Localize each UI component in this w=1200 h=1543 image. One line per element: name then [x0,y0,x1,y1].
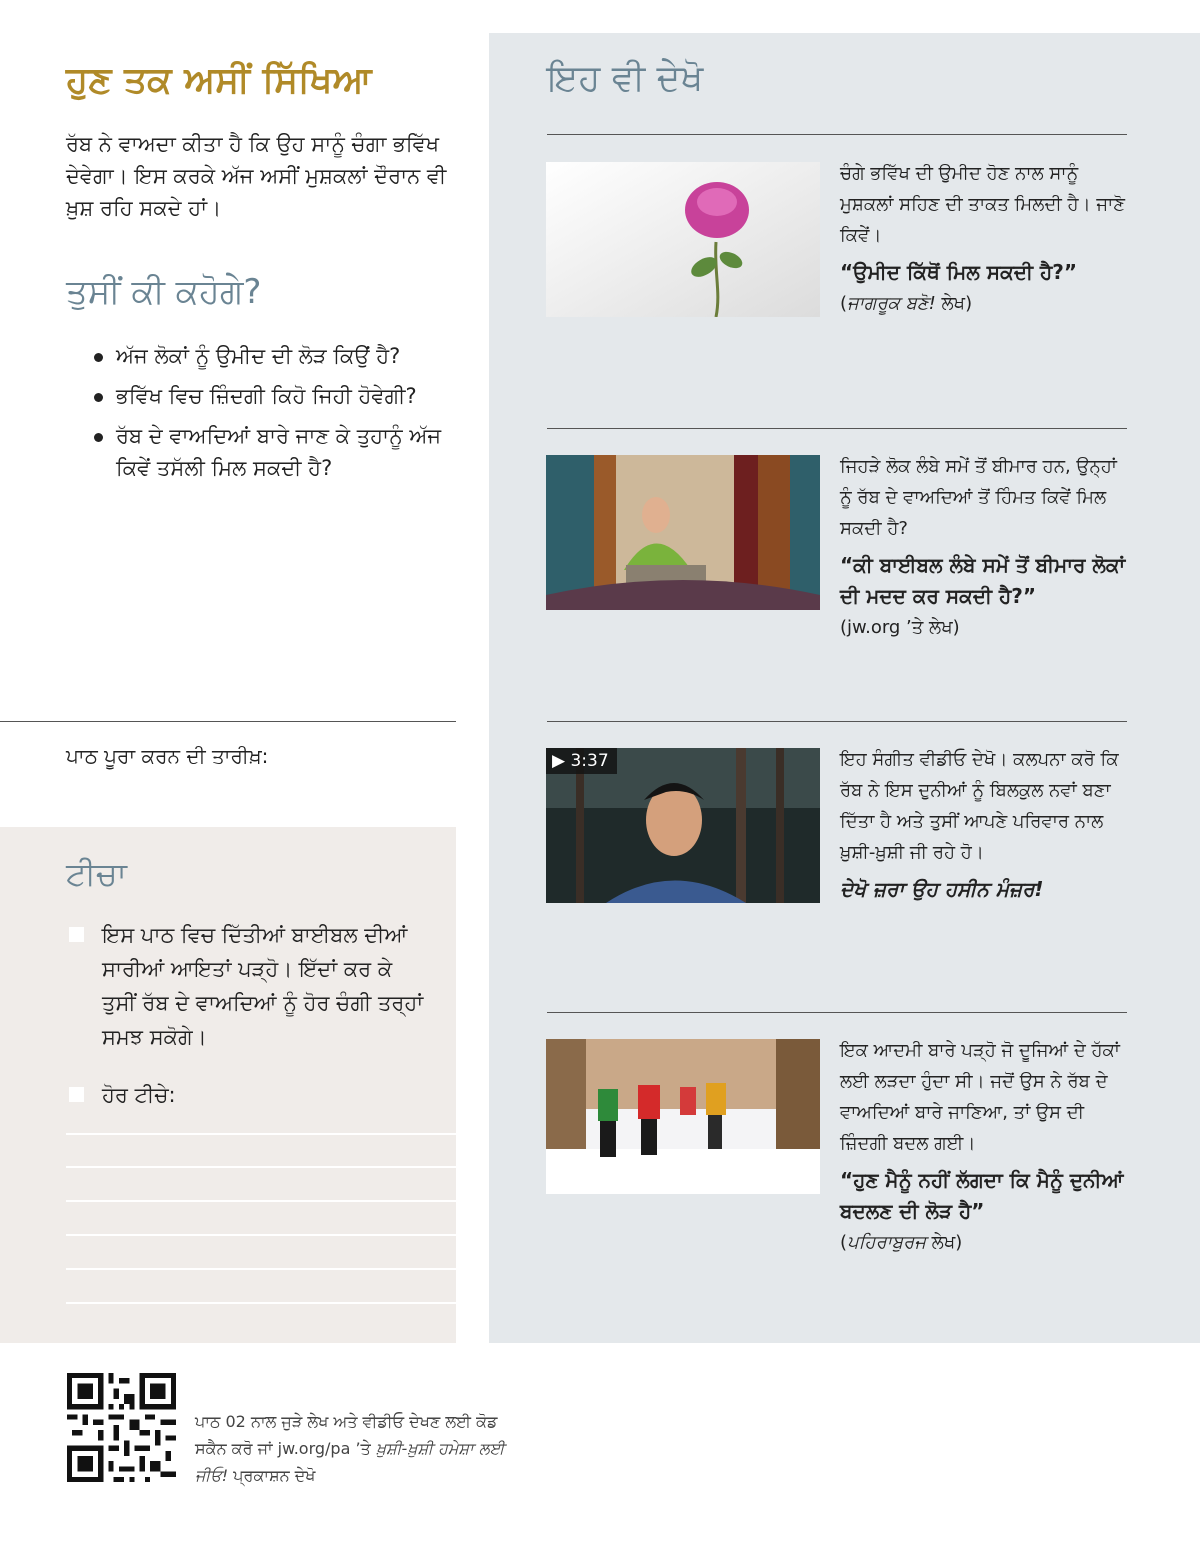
video-thumbnail[interactable] [546,748,820,903]
checkbox[interactable] [69,1087,84,1102]
note-line[interactable] [66,1166,456,1168]
card-description: ਇਕ ਆਦਮੀ ਬਾਰੇ ਪੜ੍ਹੋ ਜੋ ਦੂਜਿਆਂ ਦੇ ਹੱਕਾਂ ਲਈ ਲੜਦਾ ਹੁੰਦਾ ਸੀ। ਜਦੋਂ ਉਸ ਨੇ ਰੱਬ ਦੇ ਵਾਅਦਿਆਂ ਬਾਰੇ ਜਾਣਿਆ, ਤਾਂ ਉਸ ਦੀ ਜ਼ਿੰਦਗੀ ਬਦਲ ਗਈ। [840,1040,1120,1154]
card-source: (jw.org ’ਤੇ ਲੇਖ) [840,617,960,638]
note-line[interactable] [66,1302,456,1304]
note-line[interactable] [66,1200,456,1202]
divider [0,721,456,722]
divider [547,721,1127,722]
see-also-card [840,1035,1130,1258]
card-link[interactable]: “ਕੀ ਬਾਈਬਲ ਲੰਬੇ ਸਮੇਂ ਤੋਂ ਬੀਮਾਰ ਲੋਕਾਂ ਦੀ ਮਦਦ ਕਰ ਸਕਦੀ ਹੈ?” [840,553,1126,608]
card-link[interactable]: “ਹੁਣ ਮੈਨੂੰ ਨਹੀਂ ਲੱਗਦਾ ਕਿ ਮੈਨੂੰ ਦੁਨੀਆਂ ਬਦਲਣ ਦੀ ਲੋੜ ਹੈ” [840,1168,1124,1223]
goal-text: ਹੋਰ ਟੀਚੇ: [102,1083,176,1107]
goal-item [66,918,426,1054]
card-description: ਜਿਹੜੇ ਲੋਕ ਲੰਬੇ ਸਮੇਂ ਤੋਂ ਬੀਮਾਰ ਹਨ, ਉਨ੍ਹਾਂ ਨੂੰ ਰੱਬ ਦੇ ਵਾਅਦਿਆਂ ਤੋਂ ਹਿੰਮਤ ਕਿਵੇਂ ਮਿਲ ਸਕਦੀ ਹੈ? [840,456,1117,539]
review-title: ਤੁਸੀਂ ਕੀ ਕਹੋਗੇ? [66,272,262,312]
video-duration-badge: ▶ 3:37 [546,748,617,774]
goal-item [66,1078,426,1112]
man-at-window-image[interactable] [546,455,820,610]
see-also-card [840,158,1130,319]
card-link[interactable]: ਦੇਖੋ ਜ਼ਰਾ ਉਹ ਹਸੀਨ ਮੰਜ਼ਰ! [840,877,1044,901]
card-description: ਚੰਗੇ ਭਵਿੱਖ ਦੀ ਉਮੀਦ ਹੋਣ ਨਾਲ ਸਾਨੂੰ ਮੁਸ਼ਕਲਾਂ ਸਹਿਣ ਦੀ ਤਾਕਤ ਮਿਲਦੀ ਹੈ। ਜਾਣੋ ਕਿਵੇਂ। [840,163,1125,246]
card-link[interactable]: “ਉਮੀਦ ਕਿੱਥੋਂ ਮਿਲ ਸਕਦੀ ਹੈ?” [840,260,1078,284]
review-question: ਰੱਬ ਦੇ ਵਾਅਦਿਆਂ ਬਾਰੇ ਜਾਣ ਕੇ ਤੁਹਾਨੂੰ ਅੱਜ ਕਿਵੇਂ ਤਸੱਲੀ ਮਿਲ ਸਕਦੀ ਹੈ? [92,420,462,484]
see-also-card [840,451,1130,643]
checkbox[interactable] [69,927,84,942]
see-also-title: ਇਹ ਵੀ ਦੇਖੋ [547,58,704,99]
review-question: ਅੱਜ ਲੋਕਾਂ ਨੂੰ ਉਮੀਦ ਦੀ ਲੋੜ ਕਿਉਂ ਹੈ? [92,340,462,372]
note-line[interactable] [66,1268,456,1270]
note-line[interactable] [66,1234,456,1236]
card-source: (ਜਾਗਰੂਕ ਬਣੋ! ਲੇਖ) [840,293,973,314]
footer-text: ਪਾਠ 02 ਨਾਲ ਜੁੜੇ ਲੇਖ ਅਤੇ ਵੀਡੀਓ ਦੇਖਣ ਲਈ ਕੋਡ ਸਕੈਨ ਕਰੋ ਜਾਂ jw.org/pa ’ਤੇ ਖ਼ੁਸ਼ੀ-ਖ਼ੁਸ਼ੀ ਹਮੇਸ਼ਾ ਲਈ ਜੀਓ! ਪ੍ਰਕਾਸ਼ਨ ਦੇਖੋ [195,1412,505,1485]
review-questions [92,340,462,492]
see-also-card [840,744,1130,905]
summary-text: ਰੱਬ ਨੇ ਵਾਅਦਾ ਕੀਤਾ ਹੈ ਕਿ ਉਹ ਸਾਨੂੰ ਚੰਗਾ ਭਵਿੱਖ ਦੇਵੇਗਾ। ਇਸ ਕਰਕੇ ਅੱਜ ਅਸੀਂ ਮੁਸ਼ਕਲਾਂ ਦੌਰਾਨ ਵੀ ਖ਼ੁਸ਼ ਰਹਿ ਸਕਦੇ ਹਾਂ। [66,132,447,220]
divider [547,1012,1127,1013]
note-line[interactable] [66,1133,456,1135]
snow-walk-image[interactable] [546,1039,820,1194]
summary-title: ਹੁਣ ਤਕ ਅਸੀਂ ਸਿੱਖਿਆ [66,60,372,101]
qr-code[interactable] [67,1373,176,1482]
card-source: (ਪਹਿਰਾਬੁਰਜ ਲੇਖ) [840,1232,963,1253]
flower-image[interactable] [546,162,820,317]
divider [547,428,1127,429]
goals-title: ਟੀਚਾ [66,855,127,893]
completion-date-label: ਪਾਠ ਪੂਰਾ ਕਰਨ ਦੀ ਤਾਰੀਖ਼: [66,744,269,768]
review-question: ਭਵਿੱਖ ਵਿਚ ਜ਼ਿੰਦਗੀ ਕਿਹੋ ਜਿਹੀ ਹੋਵੇਗੀ? [92,380,462,412]
divider [547,134,1127,135]
publication-name[interactable]: ਖ਼ੁਸ਼ੀ-ਖ਼ੁਸ਼ੀ ਹਮੇਸ਼ਾ ਲਈ ਜੀਓ! [195,1439,505,1485]
card-description: ਇਹ ਸੰਗੀਤ ਵੀਡੀਓ ਦੇਖੋ। ਕਲਪਨਾ ਕਰੋ ਕਿ ਰੱਬ ਨੇ ਇਸ ਦੁਨੀਆਂ ਨੂੰ ਬਿਲਕੁਲ ਨਵਾਂ ਬਣਾ ਦਿੱਤਾ ਹੈ ਅਤੇ ਤੁਸੀਂ ਆਪਣੇ ਪਰਿਵਾਰ ਨਾਲ ਖ਼ੁਸ਼ੀ-ਖ਼ੁਸ਼ੀ ਜੀ ਰਹੇ ਹੋ। [840,749,1119,863]
goal-text: ਇਸ ਪਾਠ ਵਿਚ ਦਿੱਤੀਆਂ ਬਾਈਬਲ ਦੀਆਂ ਸਾਰੀਆਂ ਆਇਤਾਂ ਪੜ੍ਹੋ। ਇੱਦਾਂ ਕਰ ਕੇ ਤੁਸੀਂ ਰੱਬ ਦੇ ਵਾਅਦਿਆਂ ਨੂੰ ਹੋਰ ਚੰਗੀ ਤਰ੍ਹਾਂ ਸਮਝ ਸਕੋਗੇ। [102,923,424,1049]
